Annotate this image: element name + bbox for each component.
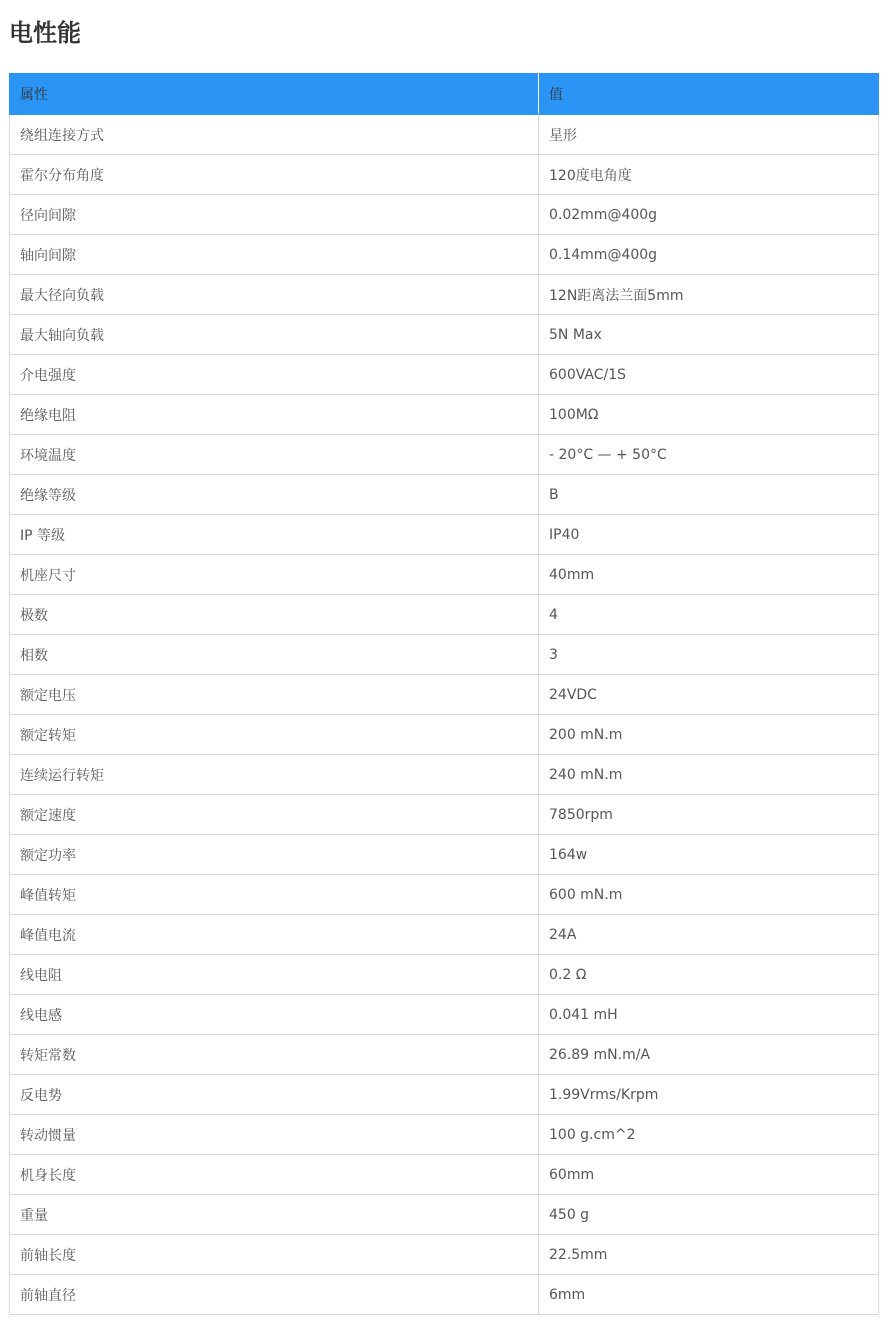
- table-row: [10, 1155, 879, 1195]
- property-cell: 极数: [10, 595, 539, 635]
- table-row: [10, 1075, 879, 1115]
- value-cell: 6mm: [539, 1275, 879, 1315]
- property-cell: 绝缘等级: [10, 475, 539, 515]
- property-cell: 额定电压: [10, 675, 539, 715]
- table-row: [10, 635, 879, 675]
- table-row: [10, 715, 879, 755]
- property-cell: 转动惯量: [10, 1115, 539, 1155]
- value-cell: 200 mN.m: [539, 715, 879, 755]
- value-cell: B: [539, 475, 879, 515]
- table-row: [10, 595, 879, 635]
- value-cell: - 20°C — + 50°C: [539, 435, 879, 475]
- table-row: [10, 315, 879, 355]
- property-cell: 机身长度: [10, 1155, 539, 1195]
- property-cell: 前轴长度: [10, 1235, 539, 1275]
- table-row: [10, 1235, 879, 1275]
- table-row: [10, 1035, 879, 1075]
- value-cell: 600 mN.m: [539, 875, 879, 915]
- table-row: [10, 675, 879, 715]
- property-cell: 额定功率: [10, 835, 539, 875]
- value-cell: 星形: [539, 115, 879, 155]
- table-body: [10, 115, 879, 1315]
- property-cell: 机座尺寸: [10, 555, 539, 595]
- value-cell: 12N距离法兰面5mm: [539, 275, 879, 315]
- property-cell: 反电势: [10, 1075, 539, 1115]
- table-row: [10, 875, 879, 915]
- property-cell: 径向间隙: [10, 195, 539, 235]
- table-row: [10, 555, 879, 595]
- table-row: [10, 835, 879, 875]
- property-cell: 轴向间隙: [10, 235, 539, 275]
- table-row: [10, 1275, 879, 1315]
- value-cell: 164w: [539, 835, 879, 875]
- table-row: [10, 1195, 879, 1235]
- property-cell: 转矩常数: [10, 1035, 539, 1075]
- value-cell: 60mm: [539, 1155, 879, 1195]
- table-row: [10, 515, 879, 555]
- table-row: [10, 395, 879, 435]
- table-row: [10, 475, 879, 515]
- value-cell: 22.5mm: [539, 1235, 879, 1275]
- property-cell: 线电感: [10, 995, 539, 1035]
- property-cell: 绝缘电阻: [10, 395, 539, 435]
- property-cell: IP 等级: [10, 515, 539, 555]
- property-cell: 霍尔分布角度: [10, 155, 539, 195]
- property-cell: 绕组连接方式: [10, 115, 539, 155]
- value-cell: 3: [539, 635, 879, 675]
- table-row: [10, 355, 879, 395]
- value-cell: 100 g.cm^2: [539, 1115, 879, 1155]
- property-cell: 连续运行转矩: [10, 755, 539, 795]
- value-cell: IP40: [539, 515, 879, 555]
- table-row: [10, 995, 879, 1035]
- value-cell: 0.14mm@400g: [539, 235, 879, 275]
- table-row: [10, 155, 879, 195]
- electrical-spec-table: [9, 73, 879, 1315]
- table-header-row: [10, 74, 879, 115]
- header-property: 属性: [10, 74, 539, 115]
- value-cell: 1.99Vrms/Krpm: [539, 1075, 879, 1115]
- value-cell: 0.02mm@400g: [539, 195, 879, 235]
- value-cell: 600VAC/1S: [539, 355, 879, 395]
- value-cell: 24VDC: [539, 675, 879, 715]
- property-cell: 环境温度: [10, 435, 539, 475]
- property-cell: 重量: [10, 1195, 539, 1235]
- value-cell: 5N Max: [539, 315, 879, 355]
- property-cell: 相数: [10, 635, 539, 675]
- table-row: [10, 955, 879, 995]
- property-cell: 介电强度: [10, 355, 539, 395]
- value-cell: 120度电角度: [539, 155, 879, 195]
- table-row: [10, 1115, 879, 1155]
- table-row: [10, 115, 879, 155]
- table-row: [10, 795, 879, 835]
- value-cell: 24A: [539, 915, 879, 955]
- value-cell: 100MΩ: [539, 395, 879, 435]
- property-cell: 前轴直径: [10, 1275, 539, 1315]
- value-cell: 26.89 mN.m/A: [539, 1035, 879, 1075]
- value-cell: 240 mN.m: [539, 755, 879, 795]
- table-row: [10, 235, 879, 275]
- property-cell: 线电阻: [10, 955, 539, 995]
- table-row: [10, 275, 879, 315]
- table-row: [10, 195, 879, 235]
- property-cell: 额定速度: [10, 795, 539, 835]
- property-cell: 最大径向负载: [10, 275, 539, 315]
- section-title: 电性能: [9, 19, 81, 47]
- property-cell: 峰值转矩: [10, 875, 539, 915]
- property-cell: 最大轴向负载: [10, 315, 539, 355]
- table-row: [10, 915, 879, 955]
- table-row: [10, 755, 879, 795]
- value-cell: 0.041 mH: [539, 995, 879, 1035]
- property-cell: 额定转矩: [10, 715, 539, 755]
- value-cell: 0.2 Ω: [539, 955, 879, 995]
- value-cell: 40mm: [539, 555, 879, 595]
- header-value: 值: [539, 74, 879, 115]
- value-cell: 7850rpm: [539, 795, 879, 835]
- table-row: [10, 435, 879, 475]
- value-cell: 4: [539, 595, 879, 635]
- property-cell: 峰值电流: [10, 915, 539, 955]
- value-cell: 450 g: [539, 1195, 879, 1235]
